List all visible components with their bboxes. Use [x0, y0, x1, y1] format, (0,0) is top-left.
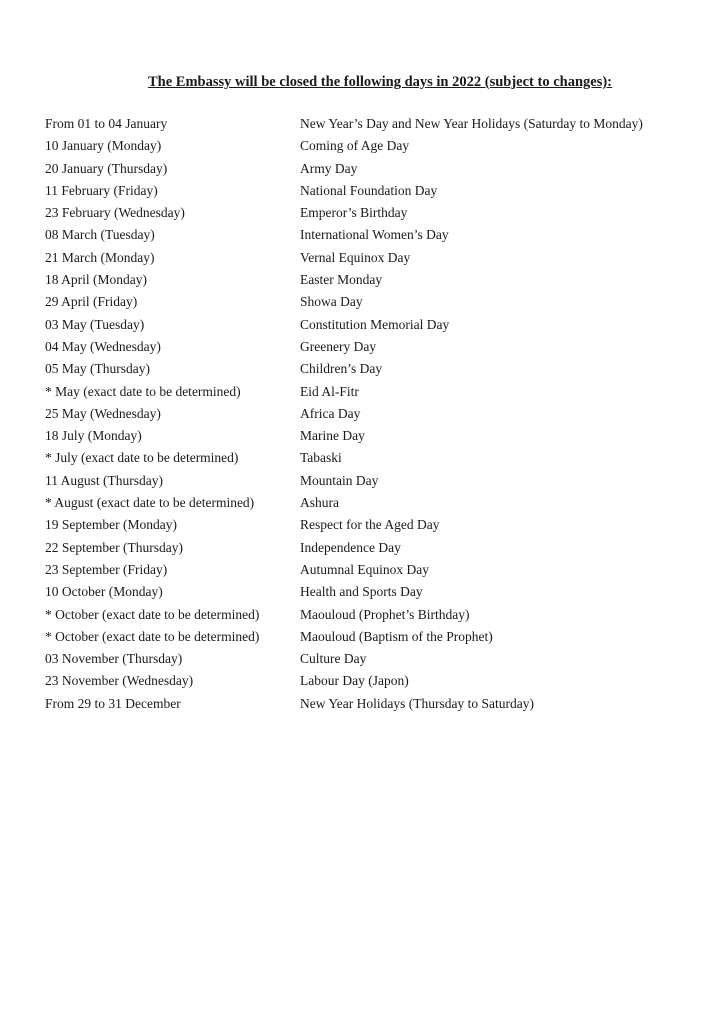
closure-date: 29 April (Friday): [45, 294, 138, 310]
closure-date: 23 February (Wednesday): [45, 205, 185, 221]
closure-row: [45, 381, 705, 403]
closure-date: 11 February (Friday): [45, 182, 158, 198]
closure-date: 10 October (Monday): [45, 584, 163, 600]
closure-row: [45, 447, 705, 469]
holiday-name: Tabaski: [300, 450, 342, 466]
holiday-name: Maouloud (Baptism of the Prophet): [300, 628, 493, 644]
closure-date: * July (exact date to be determined): [45, 450, 239, 466]
closure-date: 21 March (Monday): [45, 249, 155, 265]
holiday-name: Labour Day (Japon): [300, 673, 409, 689]
closure-row: [45, 604, 705, 626]
closure-date: 18 July (Monday): [45, 428, 142, 444]
closure-date: 23 September (Friday): [45, 561, 168, 577]
closure-row: [45, 180, 705, 202]
holiday-name: Vernal Equinox Day: [300, 249, 411, 265]
holiday-name: Emperor’s Birthday: [300, 205, 408, 221]
holiday-name: Independence Day: [300, 539, 401, 555]
holiday-name: Health and Sports Day: [300, 584, 423, 600]
closure-row: [45, 670, 705, 692]
closure-date: From 29 to 31 December: [45, 695, 181, 711]
closure-row: [45, 581, 705, 603]
closure-date: 04 May (Wednesday): [45, 338, 161, 354]
closure-date: * May (exact date to be determined): [45, 383, 241, 399]
holiday-name: Autumnal Equinox Day: [300, 561, 429, 577]
closure-row: [45, 336, 705, 358]
closure-date: 08 March (Tuesday): [45, 227, 155, 243]
closure-row: [45, 314, 705, 336]
holiday-name: Mountain Day: [300, 472, 379, 488]
closure-date: * October (exact date to be determined): [45, 606, 260, 622]
holiday-name: Culture Day: [300, 651, 367, 667]
closure-row: [45, 291, 705, 313]
closure-date: 05 May (Thursday): [45, 361, 150, 377]
holiday-name: Ashura: [300, 495, 339, 511]
closure-date: * August (exact date to be determined): [45, 495, 255, 511]
page-title: The Embassy will be closed the following days in 2022 (subject to changes):: [147, 74, 613, 90]
closure-date: 23 November (Wednesday): [45, 673, 194, 689]
closure-date: 18 April (Monday): [45, 272, 147, 288]
holiday-name: Respect for the Aged Day: [300, 517, 440, 533]
closure-row: [45, 269, 705, 291]
closure-row: [45, 648, 705, 670]
holiday-name: New Year’s Day and New Year Holidays (Saturday to Monday): [300, 116, 643, 131]
holiday-name: Constitution Memorial Day: [300, 316, 450, 332]
holiday-name: Africa Day: [300, 405, 361, 421]
closure-row: [45, 135, 705, 157]
closure-row: [45, 113, 705, 135]
holiday-name: Showa Day: [300, 294, 363, 310]
holiday-name: Easter Monday: [300, 272, 383, 288]
closure-date: 03 May (Tuesday): [45, 316, 145, 332]
closure-date: 03 November (Thursday): [45, 651, 183, 667]
closure-row: [45, 403, 705, 425]
holiday-name: Maouloud (Prophet’s Birthday): [300, 606, 470, 622]
closure-row: [45, 247, 705, 269]
holiday-name: Army Day: [300, 160, 358, 176]
closure-row: [45, 559, 705, 581]
closure-row: [45, 492, 705, 514]
holiday-name: Eid Al-Fitr: [300, 383, 359, 399]
closure-date: 19 September (Monday): [45, 517, 177, 533]
closure-row: [45, 425, 705, 447]
holiday-name: New Year Holidays (Thursday to Saturday): [300, 695, 534, 711]
holiday-name: International Women’s Day: [300, 227, 449, 243]
closure-row: [45, 626, 705, 648]
closure-list: [45, 113, 705, 715]
closure-row: [45, 514, 705, 536]
closure-row: [45, 470, 705, 492]
closure-date: * October (exact date to be determined): [45, 628, 260, 644]
closure-date: 10 January (Monday): [45, 138, 162, 154]
closure-date: 22 September (Thursday): [45, 539, 183, 555]
closure-row: [45, 693, 705, 715]
holiday-name: Marine Day: [300, 428, 365, 444]
closure-row: [45, 358, 705, 380]
holiday-name: Children’s Day: [300, 361, 383, 377]
closure-date: 11 August (Thursday): [45, 472, 163, 488]
closure-date: 25 May (Wednesday): [45, 405, 161, 421]
holiday-name: Coming of Age Day: [300, 138, 410, 154]
closure-row: [45, 224, 705, 246]
closure-row: [45, 158, 705, 180]
closure-row: [45, 537, 705, 559]
closure-row: [45, 202, 705, 224]
holiday-name: National Foundation Day: [300, 182, 438, 198]
closure-date: From 01 to 04 January: [45, 116, 168, 131]
closure-date: 20 January (Thursday): [45, 160, 168, 176]
holiday-name: Greenery Day: [300, 338, 377, 354]
